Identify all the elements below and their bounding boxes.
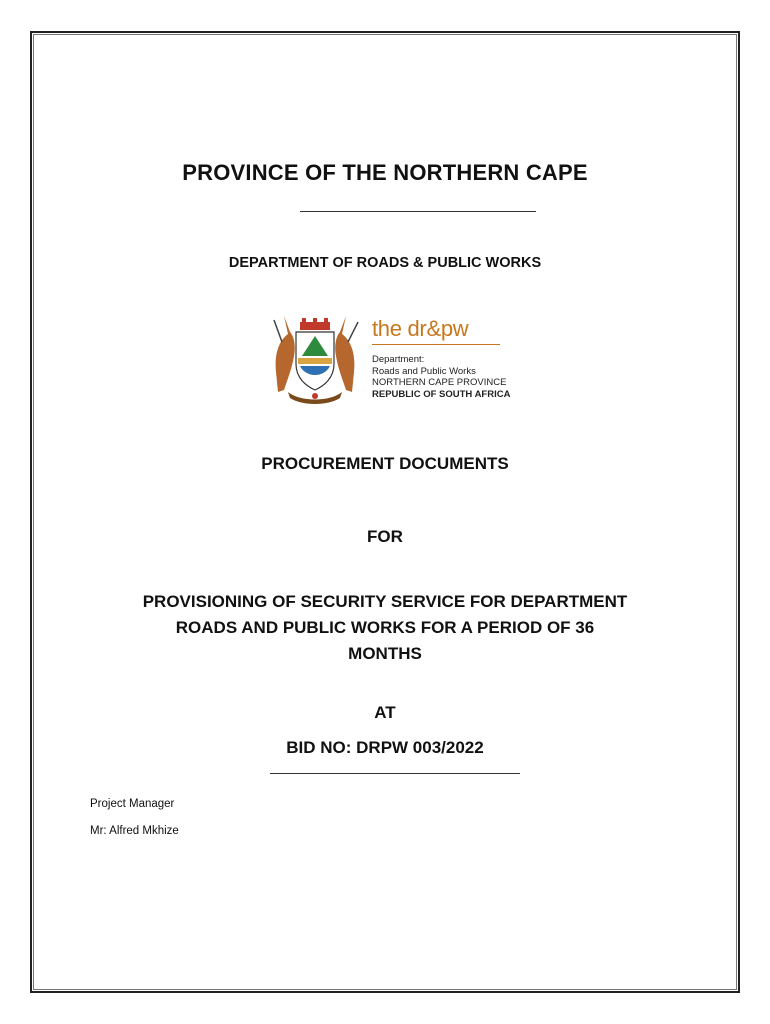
logo-brand: the dr&pw <box>372 316 469 341</box>
logo-subtitle <box>372 354 510 400</box>
logo-line-3: NORTHERN CAPE PROVINCE <box>372 377 507 388</box>
bid-divider <box>270 773 520 774</box>
project-description <box>0 589 770 667</box>
bid-number: BID NO: DRPW 003/2022 <box>286 738 484 757</box>
document-heading: PROCUREMENT DOCUMENTS <box>261 454 509 473</box>
department-name: DEPARTMENT OF ROADS & PUBLIC WORKS <box>228 255 542 271</box>
department-logo <box>372 316 511 400</box>
logo-line-1: Department: <box>372 354 425 365</box>
logo-line-4: REPUBLIC OF SOUTH AFRICA <box>372 388 511 400</box>
manager-name: Mr: Alfred Mkhize <box>90 825 179 837</box>
page-title: PROVINCE OF THE NORTHERN CAPE <box>182 160 588 185</box>
project-line-2: ROADS AND PUBLIC WORKS FOR A PERIOD OF 36 <box>175 618 595 637</box>
for-label: FOR <box>367 527 403 546</box>
logo-divider <box>372 344 500 345</box>
title-divider <box>300 211 536 212</box>
at-label: AT <box>374 703 396 722</box>
logo-line-2: Roads and Public Works <box>372 365 476 377</box>
project-line-1: PROVISIONING OF SECURITY SERVICE FOR DEPARTMENT <box>142 592 628 611</box>
role-label: Project Manager <box>90 798 175 810</box>
project-line-3: MONTHS <box>348 644 422 663</box>
